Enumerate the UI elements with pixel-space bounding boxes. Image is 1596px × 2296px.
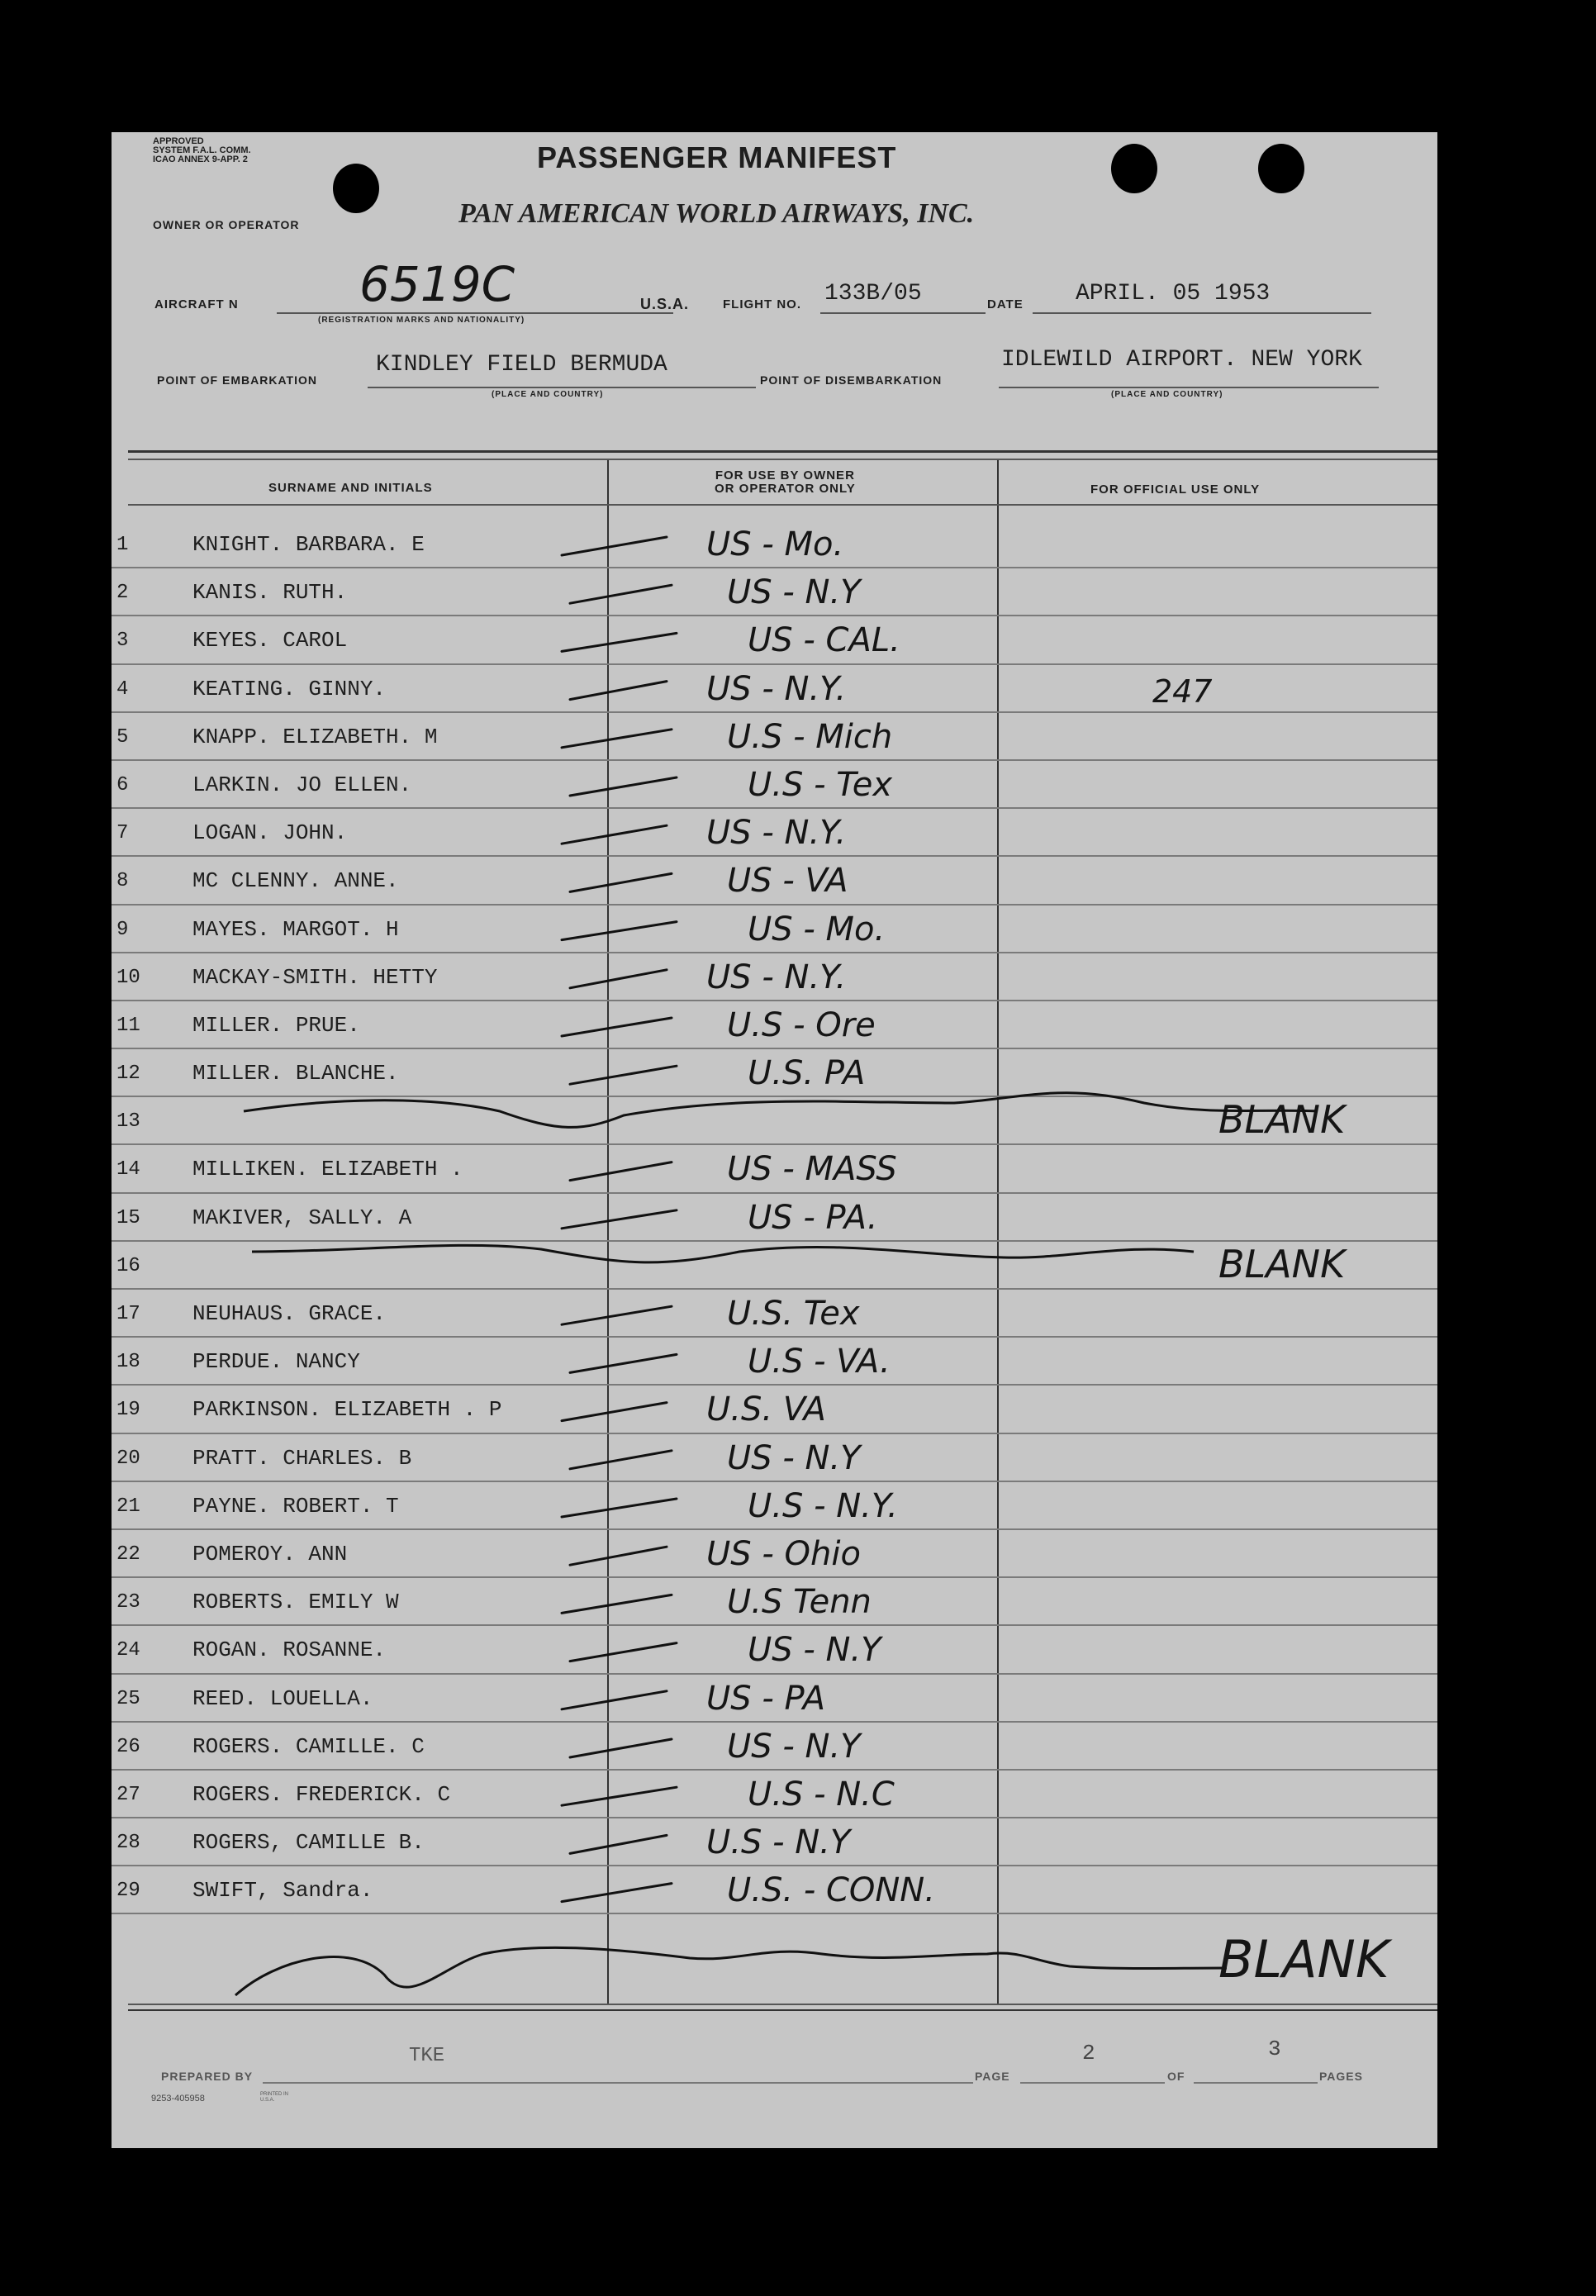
disembarkation-value: IDLEWILD AIRPORT. NEW YORK [1001,347,1362,373]
disembarkation-label: POINT OF DISEMBARKATION [760,373,943,387]
manifest-sheet [112,132,1437,2148]
tally-check-mark [570,682,667,700]
nationality-entry: U.S - Ore [727,1005,876,1044]
tally-check-mark [562,922,677,940]
embarkation-caption: (PLACE AND COUNTRY) [492,390,604,399]
col-header-owner-line-2: OR OPERATOR ONLY [715,482,856,496]
nationality-entry: U.S Tenn [727,1583,872,1622]
passenger-name: ROGERS. CAMILLE. C [192,1733,425,1759]
handwriting-overlay [112,132,1437,2148]
tally-check-mark [562,537,667,555]
nationality-entry: U.S. Tex [727,1295,860,1333]
passenger-name: LARKIN. JO ELLEN. [192,772,412,797]
passenger-name: MILLER. PRUE. [192,1012,360,1038]
row-number: 27 [116,1783,140,1806]
nationality-entry: U.S - N.Y. [748,1486,898,1525]
row-number: 19 [116,1399,140,1422]
blank-mark: BLANK [1218,1241,1346,1286]
flight-date: APRIL. 05 1953 [1076,281,1271,307]
passenger-name: POMEROY. ANN [192,1541,348,1566]
printed-mark: PRINTED IN U.S.A. [260,2092,289,2103]
official-entry: 247 [1152,673,1213,710]
nationality-entry: U.S - Mich [727,717,893,756]
aircraft-number: 6519C [359,256,515,312]
nationality-entry: U.S. VA [706,1390,826,1429]
tally-check-mark [570,873,672,891]
approval-line-3: ICAO ANNEX 9-APP. 2 [153,154,248,164]
row-number: 26 [116,1735,140,1758]
row-number: 14 [116,1158,140,1181]
nationality-entry: US - N.Y. [706,669,847,708]
passenger-name: ROBERTS. EMILY W [192,1590,399,1615]
disembarkation-caption: (PLACE AND COUNTRY) [1111,390,1223,399]
passenger-name: LOGAN. JOHN. [192,820,348,846]
row-number: 4 [116,677,129,701]
passenger-name: MAKIVER, SALLY. A [192,1205,412,1230]
nationality-entry: US - PA. [748,1198,878,1237]
row-number: 17 [116,1303,140,1325]
row-number: 20 [116,1447,140,1470]
row-number: 16 [116,1254,140,1277]
row-number: 13 [116,1110,140,1134]
embarkation-value: KINDLEY FIELD BERMUDA [376,352,667,378]
tally-check-mark [562,730,672,748]
page-underline [1020,2082,1165,2084]
col-header-official: FOR OFFICIAL USE ONLY [1090,482,1261,497]
passenger-name: ROGAN. ROSANNE. [192,1638,387,1663]
nationality-entry: US - N.Y [727,1727,861,1766]
tally-check-mark [570,1739,672,1757]
tally-check-mark [562,1691,667,1709]
passenger-name: MILLIKEN. ELIZABETH . [192,1157,463,1182]
row-number: 21 [116,1495,140,1518]
nationality-entry: US - Mo. [706,525,844,563]
nationality-entry: U.S - N.C [748,1775,895,1814]
nationality-entry: US - N.Y [727,1438,861,1477]
owner-label: OWNER OR OPERATOR [153,218,300,231]
nationality-entry: US - N.Y [727,573,861,612]
prepared-by-label: PREPARED BY [161,2070,254,2083]
approval-line-2: SYSTEM F.A.L. COMM. [153,145,251,155]
passenger-name: PAYNE. ROBERT. T [192,1493,399,1519]
blank-mark: BLANK [1218,1097,1346,1143]
nationality-entry: US - Mo. [748,910,886,948]
nationality-entry: U.S. - CONN. [727,1871,935,1910]
passenger-name: ROGERS, CAMILLE B. [192,1830,425,1856]
nationality-entry: U.S - N.Y [706,1823,851,1862]
passenger-name: KNAPP. ELIZABETH. M [192,724,438,749]
page-title: PASSENGER MANIFEST [537,140,897,174]
passenger-name: SWIFT, Sandra. [192,1878,373,1904]
tally-check-mark [570,1354,677,1372]
passenger-name: KANIS. RUTH. [192,580,348,606]
nationality-entry: US - VA [727,862,848,901]
tally-check-mark [570,970,667,988]
total-pages-underline [1194,2082,1318,2084]
passenger-name: MACKAY-SMITH. HETTY [192,964,438,990]
pages-label: PAGES [1319,2070,1363,2083]
page-label: PAGE [975,2070,1010,2083]
passenger-name: MILLER. BLANCHE. [192,1061,399,1086]
row-number: 2 [116,582,129,605]
passenger-name: MC CLENNY. ANNE. [192,868,399,894]
date-label: DATE [987,297,1024,311]
blank-line-13 [244,1093,1318,1128]
nationality-entry: US - N.Y. [706,814,847,853]
tally-check-mark [562,1210,677,1229]
footer-top-rule [128,2004,1437,2005]
tally-check-mark [562,633,677,651]
passenger-name: NEUHAUS. GRACE. [192,1301,387,1326]
nationality-entry: U.S - Tex [748,765,893,804]
row-number: 6 [116,773,129,796]
passenger-name: PARKINSON. ELIZABETH . P [192,1397,502,1423]
row-number: 1 [116,534,129,556]
tally-check-mark [570,1066,677,1084]
row-number: 3 [116,630,129,653]
row-number: 5 [116,725,129,749]
total-pages: 3 [1268,2037,1281,2061]
nationality-entry: US - Ohio [706,1534,861,1573]
approval-line-1: APPROVED [153,136,204,146]
footer-top-rule-2 [128,2009,1437,2011]
nationality-entry: U.S. PA [748,1054,866,1093]
tally-check-mark [570,1162,672,1181]
col-header-owner-line-1: FOR USE BY OWNER [715,468,855,482]
nationality-entry: US - MASS [727,1150,897,1189]
passenger-name: ROGERS. FREDERICK. C [192,1781,451,1807]
passenger-name: MAYES. MARGOT. H [192,916,399,942]
row-number: 8 [116,870,129,893]
tally-check-mark [562,825,667,844]
flight-label: FLIGHT NO. [723,297,801,311]
row-number: 10 [116,966,140,989]
row-number: 11 [116,1014,140,1037]
nationality-entry: US - CAL. [748,621,900,660]
passenger-name: PRATT. CHARLES. B [192,1445,412,1471]
aircraft-label: AIRCRAFT N [154,297,239,311]
nationality-entry: US - N.Y [748,1631,881,1670]
final-blank-mark: BLANK [1218,1929,1389,1989]
tally-check-mark [562,1403,667,1421]
row-number: 24 [116,1639,140,1662]
row-number: 9 [116,918,129,941]
blank-line-16 [252,1245,1194,1262]
of-label: OF [1167,2070,1185,2083]
passenger-name: KEATING. GINNY. [192,676,387,701]
tally-check-mark [570,1451,672,1469]
col-header-surname: SURNAME AND INITIALS [268,481,433,495]
aircraft-country: U.S.A. [640,296,690,312]
tally-check-mark [562,1018,672,1036]
row-number: 12 [116,1062,140,1086]
flight-number: 133B/05 [824,281,922,307]
row-number: 15 [116,1206,140,1229]
prepared-by-underline [263,2082,973,2084]
passenger-name: PERDUE. NANCY [192,1349,360,1375]
aircraft-reg-caption: (REGISTRATION MARKS AND NATIONALITY) [318,316,525,325]
row-number: 7 [116,822,129,845]
nationality-entry: US - PA [706,1679,826,1718]
row-number: 28 [116,1832,140,1855]
row-number: 18 [116,1351,140,1374]
prepared-by-value: TKE [409,2045,445,2067]
nationality-entry: US - N.Y. [706,958,847,996]
embarkation-label: POINT OF EMBARKATION [157,373,317,387]
row-number: 22 [116,1543,140,1566]
passenger-name: REED. LOUELLA. [192,1685,373,1711]
tally-check-mark [570,1643,677,1661]
page-number: 2 [1082,2041,1095,2065]
blank-line-final [235,1947,1227,1995]
tally-check-mark [570,1835,667,1853]
tally-check-mark [570,777,677,796]
row-number: 23 [116,1591,140,1614]
nationality-entry: U.S - VA. [748,1343,891,1381]
tally-check-mark [570,1547,667,1565]
tally-check-mark [562,1306,672,1324]
row-number: 25 [116,1687,140,1710]
tally-check-mark [562,1499,677,1517]
passenger-name: KEYES. CAROL [192,628,348,654]
tally-check-mark [562,1595,672,1613]
tally-check-mark [570,585,672,603]
passenger-name: KNIGHT. BARBARA. E [192,532,425,557]
form-number: 9253-405958 [151,2094,205,2103]
row-number: 29 [116,1880,140,1903]
tally-check-mark [562,1884,672,1902]
airline-name: PAN AMERICAN WORLD AIRWAYS, INC. [458,198,975,229]
tally-check-mark [562,1787,677,1805]
